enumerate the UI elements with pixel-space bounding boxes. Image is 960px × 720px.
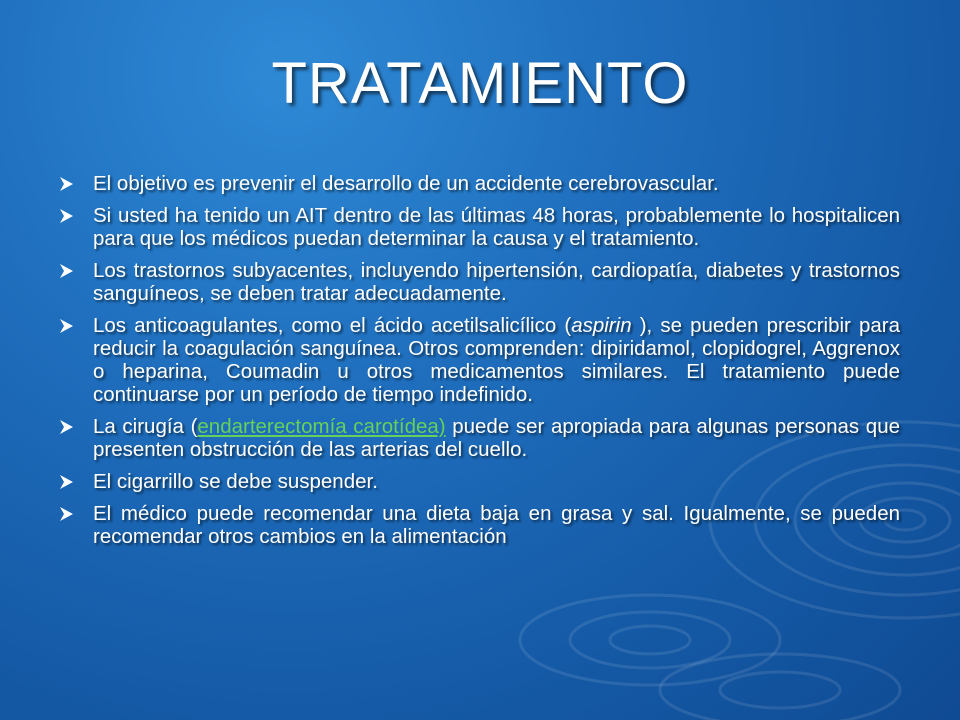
endarterectomy-link[interactable]: endarterectomía carotídea) [197,415,446,438]
arrowhead-bullet-icon [58,419,74,435]
bullet-item [58,204,900,250]
arrowhead-bullet-icon [58,208,74,224]
bullet-text-italic: aspirin [571,314,632,337]
bullet-text-post: puede ser apropiada para algunas personas que presenten obstrucción de las arterias del cuello. [93,415,900,461]
bullet-text: El objetivo es prevenir el desarrollo de un accidente cerebrovascular. [93,172,719,195]
bullet-list [58,172,900,557]
bullet-item [58,259,900,305]
slide-title: TRATAMIENTO [271,51,689,116]
arrowhead-bullet-icon [58,506,74,522]
bullet-item [58,314,900,406]
bullet-text-pre: La cirugía ( [93,415,198,438]
bullet-text: Si usted ha tenido un AIT dentro de las últimas 48 horas, probablemente lo hospitalicen para que los médicos puedan determinar la causa y el tratamiento. [93,204,900,250]
bullet-text: Los trastornos subyacentes, incluyendo hipertensión, cardiopatía, diabetes y trastornos sanguíneos, se deben tratar adecuadamente. [93,259,900,305]
bullet-item [58,470,900,493]
arrowhead-bullet-icon [58,318,74,334]
bullet-text-post: ), se pueden prescribir para reducir la coagulación sanguínea. Otros comprenden: dipiridamol, clopidogrel, Aggrenox o heparina, Coumadin u otros medicamentos similares. El tratamiento puede continuarse por un período de tiempo indefinido. [93,314,900,406]
bullet-text: El médico puede recomendar una dieta baja en grasa y sal. Igualmente, se pueden recomendar otros cambios en la alimentación [93,502,900,548]
arrowhead-bullet-icon [58,474,74,490]
bullet-text-pre: Los anticoagulantes, como el ácido acetilsalicílico ( [93,314,572,337]
bullet-item [58,415,900,461]
arrowhead-bullet-icon [58,176,74,192]
bullet-item [58,172,900,195]
arrowhead-bullet-icon [58,263,74,279]
bullet-item [58,502,900,548]
bullet-text: El cigarrillo se debe suspender. [93,470,378,493]
